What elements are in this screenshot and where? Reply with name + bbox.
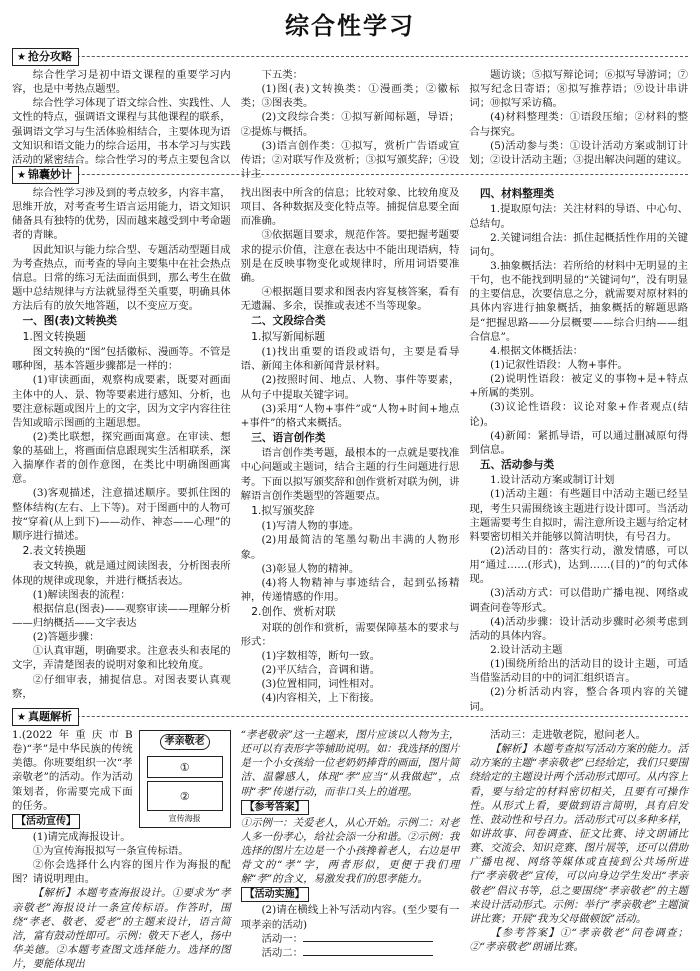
analysis-paragraph: 【解析】本题考查拟写活动方案的能力。活动方案的主题“孝亲敬老”已经给定，我们只要围绕给定的主题设计两个活动形式即可。从内容上看，要与给定的材料密切相关，且要有可操作性。从形式上看，要做到语言简明，具有启发性、鼓动性和号召力。活动形式可以多种多样，如讲故事、问卷调查、征文比赛、诗文朗诵比赛、交流会、知识竞赛、图片展等，还可以借助广播电视、网络等媒体或直接到公共场所进行“孝亲敬老”宣传，可以向身边学生发出“孝亲敬老”倡议书等，总之要围绕“孝亲敬老”的主题来设计活动形式。示例：举行“孝亲敬老”主题演讲比赛；开展“我为父母做顿饭”活动。 xyxy=(469,743,689,925)
section-tag-strategy xyxy=(12,48,79,66)
strategy-paragraph: (3)语言创作类：①拟写，赏析广告语或宣传语；②对联写作及赏析；③拟写颁奖辞；④设计主 xyxy=(240,139,460,180)
strategy-paragraph: 综合性学习体现了语文综合性、实践性、人文性的特点，强调语文课程与其他课程的联系，强调语文学习与生活体验相结合，主要体现为语文知识和语文能力的综合运用，书本学习与实践活动的紧密结合。综合性学习的考点主要包含以 xyxy=(12,97,231,166)
section-header xyxy=(12,48,688,65)
activity-row xyxy=(241,932,460,946)
strategy-col-3 xyxy=(469,68,688,164)
section-tag-label: 真题解析 xyxy=(27,710,72,723)
paragraph: 根据信息(图表)——观察审读——理解分析——归纳概括——文字表达 xyxy=(12,602,231,630)
subsection-heading: 三、语言创作类 xyxy=(251,431,326,444)
paragraph: (3)位置相同，词性相对。 xyxy=(261,678,381,691)
paragraph: ④根据题目要求和图表内容复核答案，看有无遗漏、多余，误推或表述不当等现象。 xyxy=(240,285,460,313)
paragraph: (2)分析活动内容，整合各项内容的关键词。 xyxy=(469,686,689,713)
paragraph: 表文转换，就是通过阅读图表，分析图表所体现的规律或现象，并进行概括表达。 xyxy=(12,560,231,587)
label-row xyxy=(241,799,460,816)
paragraph: 图文转换的“图”包括徽标、漫画等。不管是哪种图，基本答题步骤都是一样的： xyxy=(12,346,231,373)
paragraph: ①认真审题，明确要求。注意表头和表尾的文字，弄清楚图表的说明对象和比较角度。 xyxy=(12,645,231,672)
paragraph: (1)字数相等，断句一致。 xyxy=(261,649,381,662)
paragraph: (1)审读画面，观察构成要素，既要对画面主体中的人、景、物等要素进行感知、分析，也要注意标题或图片上的文字，因为文字内容往往告知或暗示图画的主题思想。 xyxy=(12,374,231,429)
tips-col-1 xyxy=(12,186,231,706)
paragraph: 活动三：走进敬老院，慰问老人。 xyxy=(490,729,646,741)
paragraph: 语言创作类考题，最根本的一点就是要找准中心问题或主题词，结合主题的行生问题进行思考。下面以拟写颁奖辞和创作赏析对联为例，讲解语言创作类题型的答题要点。 xyxy=(240,447,460,502)
paragraph: 综合性学习涉及到的考点较多，内容丰富，思维开放，对考查考生语言运用能力，语文知识储备具有独特的优势，因而越来越受到中考命题者的青睐。 xyxy=(12,187,231,242)
paragraph: 4.根据文体概括法： xyxy=(490,344,584,357)
subsection-heading: 五、活动参与类 xyxy=(479,458,555,471)
paragraph: 找出图表中所含的信息；比较对象、比较角度及项目、各种数据及变化特点等。捕捉信息要全面而准确。 xyxy=(240,187,460,228)
section-tag-exam xyxy=(12,708,79,726)
subsection-heading: 四、材料整理类 xyxy=(479,188,555,200)
paragraph: ②你会选择什么内容的图片作为海报的配图？请说明理由。 xyxy=(12,859,231,886)
paragraph: (2)请在横线上补写活动内容。(至少要有一项孝亲的活动) xyxy=(240,904,460,931)
paragraph: (3)彰显人物的精神。 xyxy=(261,562,360,575)
strategy-paragraph: 下五类： xyxy=(261,69,304,81)
subsection-heading: 二、文段综合类 xyxy=(251,315,326,328)
exam-col-1 xyxy=(12,728,231,971)
section-header xyxy=(12,166,688,183)
paragraph: (4)内容相关，上下衔接。 xyxy=(261,692,381,705)
topic-heading: 1.拟写颁奖辞 xyxy=(251,504,315,517)
topic-heading: 1.拟写新闻标题 xyxy=(251,330,325,343)
strategy-paragraph: (4)材料整理类：①语段压缩；②材料的整合与探究。 xyxy=(469,111,689,138)
star-icon: ★ xyxy=(17,712,26,723)
tips-col-2 xyxy=(241,186,460,706)
paragraph: “孝老敬亲”这一主题来，图片应该以人物为主，还可以有表形字等辅助说明。如：我选择的图片是一个小女孩给一位老奶奶捧背的画面，图片简洁、温馨感人，体现“孝”应当“从我做起”，点明“孝”传递行动，而非口头上的道理。 xyxy=(240,729,460,798)
page-title: 综合性学习 xyxy=(285,12,415,40)
paragraph: (2)活动目的：落实行动，激发情感，可以用“通过……(形式)，达到……(目的)”的句式体现。 xyxy=(469,545,689,586)
answer-paragraph: 【参考答案】①“孝亲敬老”问卷调查；②“孝亲敬老”朗诵比赛。 xyxy=(469,926,689,954)
section-tips xyxy=(12,166,689,713)
label-row xyxy=(241,886,460,903)
paragraph: (3)客观描述，注意描述顺序。要抓住图的整体结构(左右、上下等)。对于图画中的人物可按“穿着(从上到下)——动作、神态——心理”的顺序进行描述。 xyxy=(12,487,231,542)
paragraph: (2)说明性语段：被定义的事物+是+特点+所属的类别。 xyxy=(469,373,689,400)
section-exam xyxy=(12,708,689,971)
analysis-paragraph: 【解析】本题考查海报设计。①要求为“孝亲敬老”海报设计一条宣传标语。作答时，围绕“孝老、敬老、爱老”的主题来设计，语言简洁，富有鼓动性即可。示例：敬天下老人，扬中华美德。②本题考查图文选择能力。选择的图片，要能体现出 xyxy=(12,887,231,971)
exam-col-3 xyxy=(469,728,689,954)
exam-col-2 xyxy=(240,728,460,959)
paragraph: (2)平仄结合，音调和谐。 xyxy=(261,663,381,676)
topic-heading: 1.图文转换题 xyxy=(22,330,86,343)
paragraph: (4)将人物精神与事迹结合，起到弘扬精神，传递情感的作用。 xyxy=(240,576,460,603)
paragraph: (2)按照时间、地点、人物、事件等要素，从句子中提取关键字词。 xyxy=(240,374,460,401)
poster-image-box: ② xyxy=(147,781,223,811)
paragraph: (1)解读图表的流程： xyxy=(32,588,131,601)
paragraph: (3)活动方式：可以借助广播电视、网络或调查问卷等形式。 xyxy=(469,587,689,614)
paragraph: ③依据题目要求，规范作答。要把握考题要求的提示价值，注意在表达中不能出现语病，特别是在反映事物变化或规律时，所用词语要准确。 xyxy=(240,229,460,284)
paragraph: 1.提取原句法：关注材料的导语、中心句、总结句。 xyxy=(469,203,689,230)
topic-heading: 2.表文转换题 xyxy=(22,545,86,558)
paragraph: (2)类比联想，探究画面寓意。在审读、想象的基础上，将画面信息跟现实生活相联系，深入揣摩作者的创作意图，在类比中明确图画寓意。 xyxy=(12,430,231,486)
strategy-paragraph: (2)文段综合类：①拟写新闻标题，导语；②提炼与概括。 xyxy=(240,111,460,138)
paragraph: 2.关键词组合法：抓住起概括性作用的关键词句。 xyxy=(469,231,689,258)
star-icon: ★ xyxy=(17,170,26,181)
section-header xyxy=(12,708,688,725)
paragraph: (4)新闻：紧抓导语，可以通过删减原句得到信息。 xyxy=(469,429,689,456)
activity-label: 活动一： xyxy=(261,932,304,945)
activity-row xyxy=(241,946,460,960)
paragraph: (1)请完成海报设计。 xyxy=(32,830,131,843)
poster-figure xyxy=(139,730,231,828)
paragraph: (4)活动步骤：设计活动步骤时必须考虑到活动的具体内容。 xyxy=(469,615,689,642)
strategy-col-2 xyxy=(240,68,460,180)
paragraph: (2)用最简洁的笔墨勾勒出丰满的人物形象。 xyxy=(240,534,460,561)
paragraph: 因此知识与能力综合型、专题活动型题目成为考查热点，而考查的导向主要集中在社会热点信息。日常的练习无法面面俱到，那么考生在做题中总结规律与方法就显得至关重要，明确具体方法后有的放矢地答题，以不变应万变。 xyxy=(12,243,231,313)
section-tag-label: 锦囊妙计 xyxy=(27,168,72,181)
poster-slogan-box: ① xyxy=(147,756,223,778)
answer-blank[interactable] xyxy=(303,932,433,942)
star-icon: ★ xyxy=(17,52,26,63)
paragraph: 1.设计活动方案或制订计划 xyxy=(490,474,615,487)
section-tag-tips xyxy=(12,166,79,184)
poster-caption: 宣传海报 xyxy=(168,813,201,823)
poster-title: 孝亲敬老 xyxy=(160,734,210,750)
paragraph: ②仔细审表，捕捉信息。对图表要认真观察， xyxy=(12,673,231,700)
strategy-paragraph: 综合性学习是初中语文课程的重要学习内容，也是中考热点题型。 xyxy=(12,69,231,96)
label-badge: 【参考答案】 xyxy=(241,800,309,815)
paragraph: 2.设计活动主题 xyxy=(490,644,563,657)
paragraph: (1)记叙性语段：人物+事件。 xyxy=(490,358,628,371)
section-tag-label: 抢分攻略 xyxy=(27,50,72,63)
paragraph: 对联的创作和赏析，需要保障基本的要求与形式： xyxy=(240,621,460,648)
answer-blank[interactable] xyxy=(303,946,433,956)
paragraph: (3)采用“人物+事件”或“人物+时间+地点+事件”的格式来概括。 xyxy=(240,402,460,429)
paragraph: (2)答题步骤： xyxy=(32,631,100,644)
paragraph: (3)议论性语段：议论对象+作者观点(结论)。 xyxy=(469,401,689,428)
subsection-heading: 一、图(表)文转换类 xyxy=(22,315,118,328)
paragraph: (1)找出重要的语段或语句，主要是看导语、新闻主体和新闻背景材料。 xyxy=(240,346,460,373)
paragraph: (1)写清人物的事迹。 xyxy=(261,520,360,533)
label-badge: 【活动实施】 xyxy=(241,887,309,902)
label-badge: 【活动宣传】 xyxy=(12,814,80,829)
paragraph: 1.(2022年重庆市B卷)“孝”是中华民族的传统美德。你班要组织一次“孝亲敬老”的活动。作为活动策划者，你需要完成下面的任务。 xyxy=(12,729,133,812)
paragraph: 3.抽象概括法：若所给的材料中无明显的主干句，也不能找到明显的“关键词句”，没有明显的主要信息，次要信息之分，就需要对原材料的具体内容进行抽象概括，抽象概括的解题思路是“把握思路——分层概要——综合归纳——组合信息”。 xyxy=(469,259,689,343)
strategy-paragraph: (5)活动参与类：①设计活动方案或制订计划；②设计活动主题；③提出解决问题的建议。 xyxy=(469,139,689,166)
paragraph: ①为宣传海报拟写一条宣传标语。 xyxy=(32,844,189,857)
strategy-col-1 xyxy=(12,68,231,164)
tips-col-3 xyxy=(469,186,689,713)
activity-label: 活动二： xyxy=(261,946,304,959)
paragraph: (1)活动主题：有些题目中活动主题已经呈现，考生只需围绕该主题进行设计即可。当活动主题需要考生自拟时，需注意所设主题与给定材料要密切相关并能够以简洁明快，有号召力。 xyxy=(469,488,689,543)
strategy-paragraph: 题访谈；⑤拟写辩论词；⑥拟写导游词；⑦拟写纪念日寄语；⑧拟写推荐语；⑨设计串讲词；⑩拟写采访稿。 xyxy=(469,69,689,110)
strategy-paragraph: (1)图(表)文转换类：①漫画类；②徽标类；③图表类。 xyxy=(240,83,460,110)
paragraph: (1)围绕所给出的活动目的设计主题，可适当借鉴活动目的中的词汇组织语言。 xyxy=(469,658,689,685)
topic-heading: 2.创作、赏析对联 xyxy=(251,606,336,619)
paragraph: ①示例一：关爱老人，从心开始。示例二：对老人多一份孝心，给社会添一分和谐。②示例：我选择的图片左边是一个小孩搀着老人，右边是甲骨文的“孝”字，两者形似，更便于我们理解“孝”的含义，易激发我们的思孝能力。 xyxy=(240,816,460,886)
